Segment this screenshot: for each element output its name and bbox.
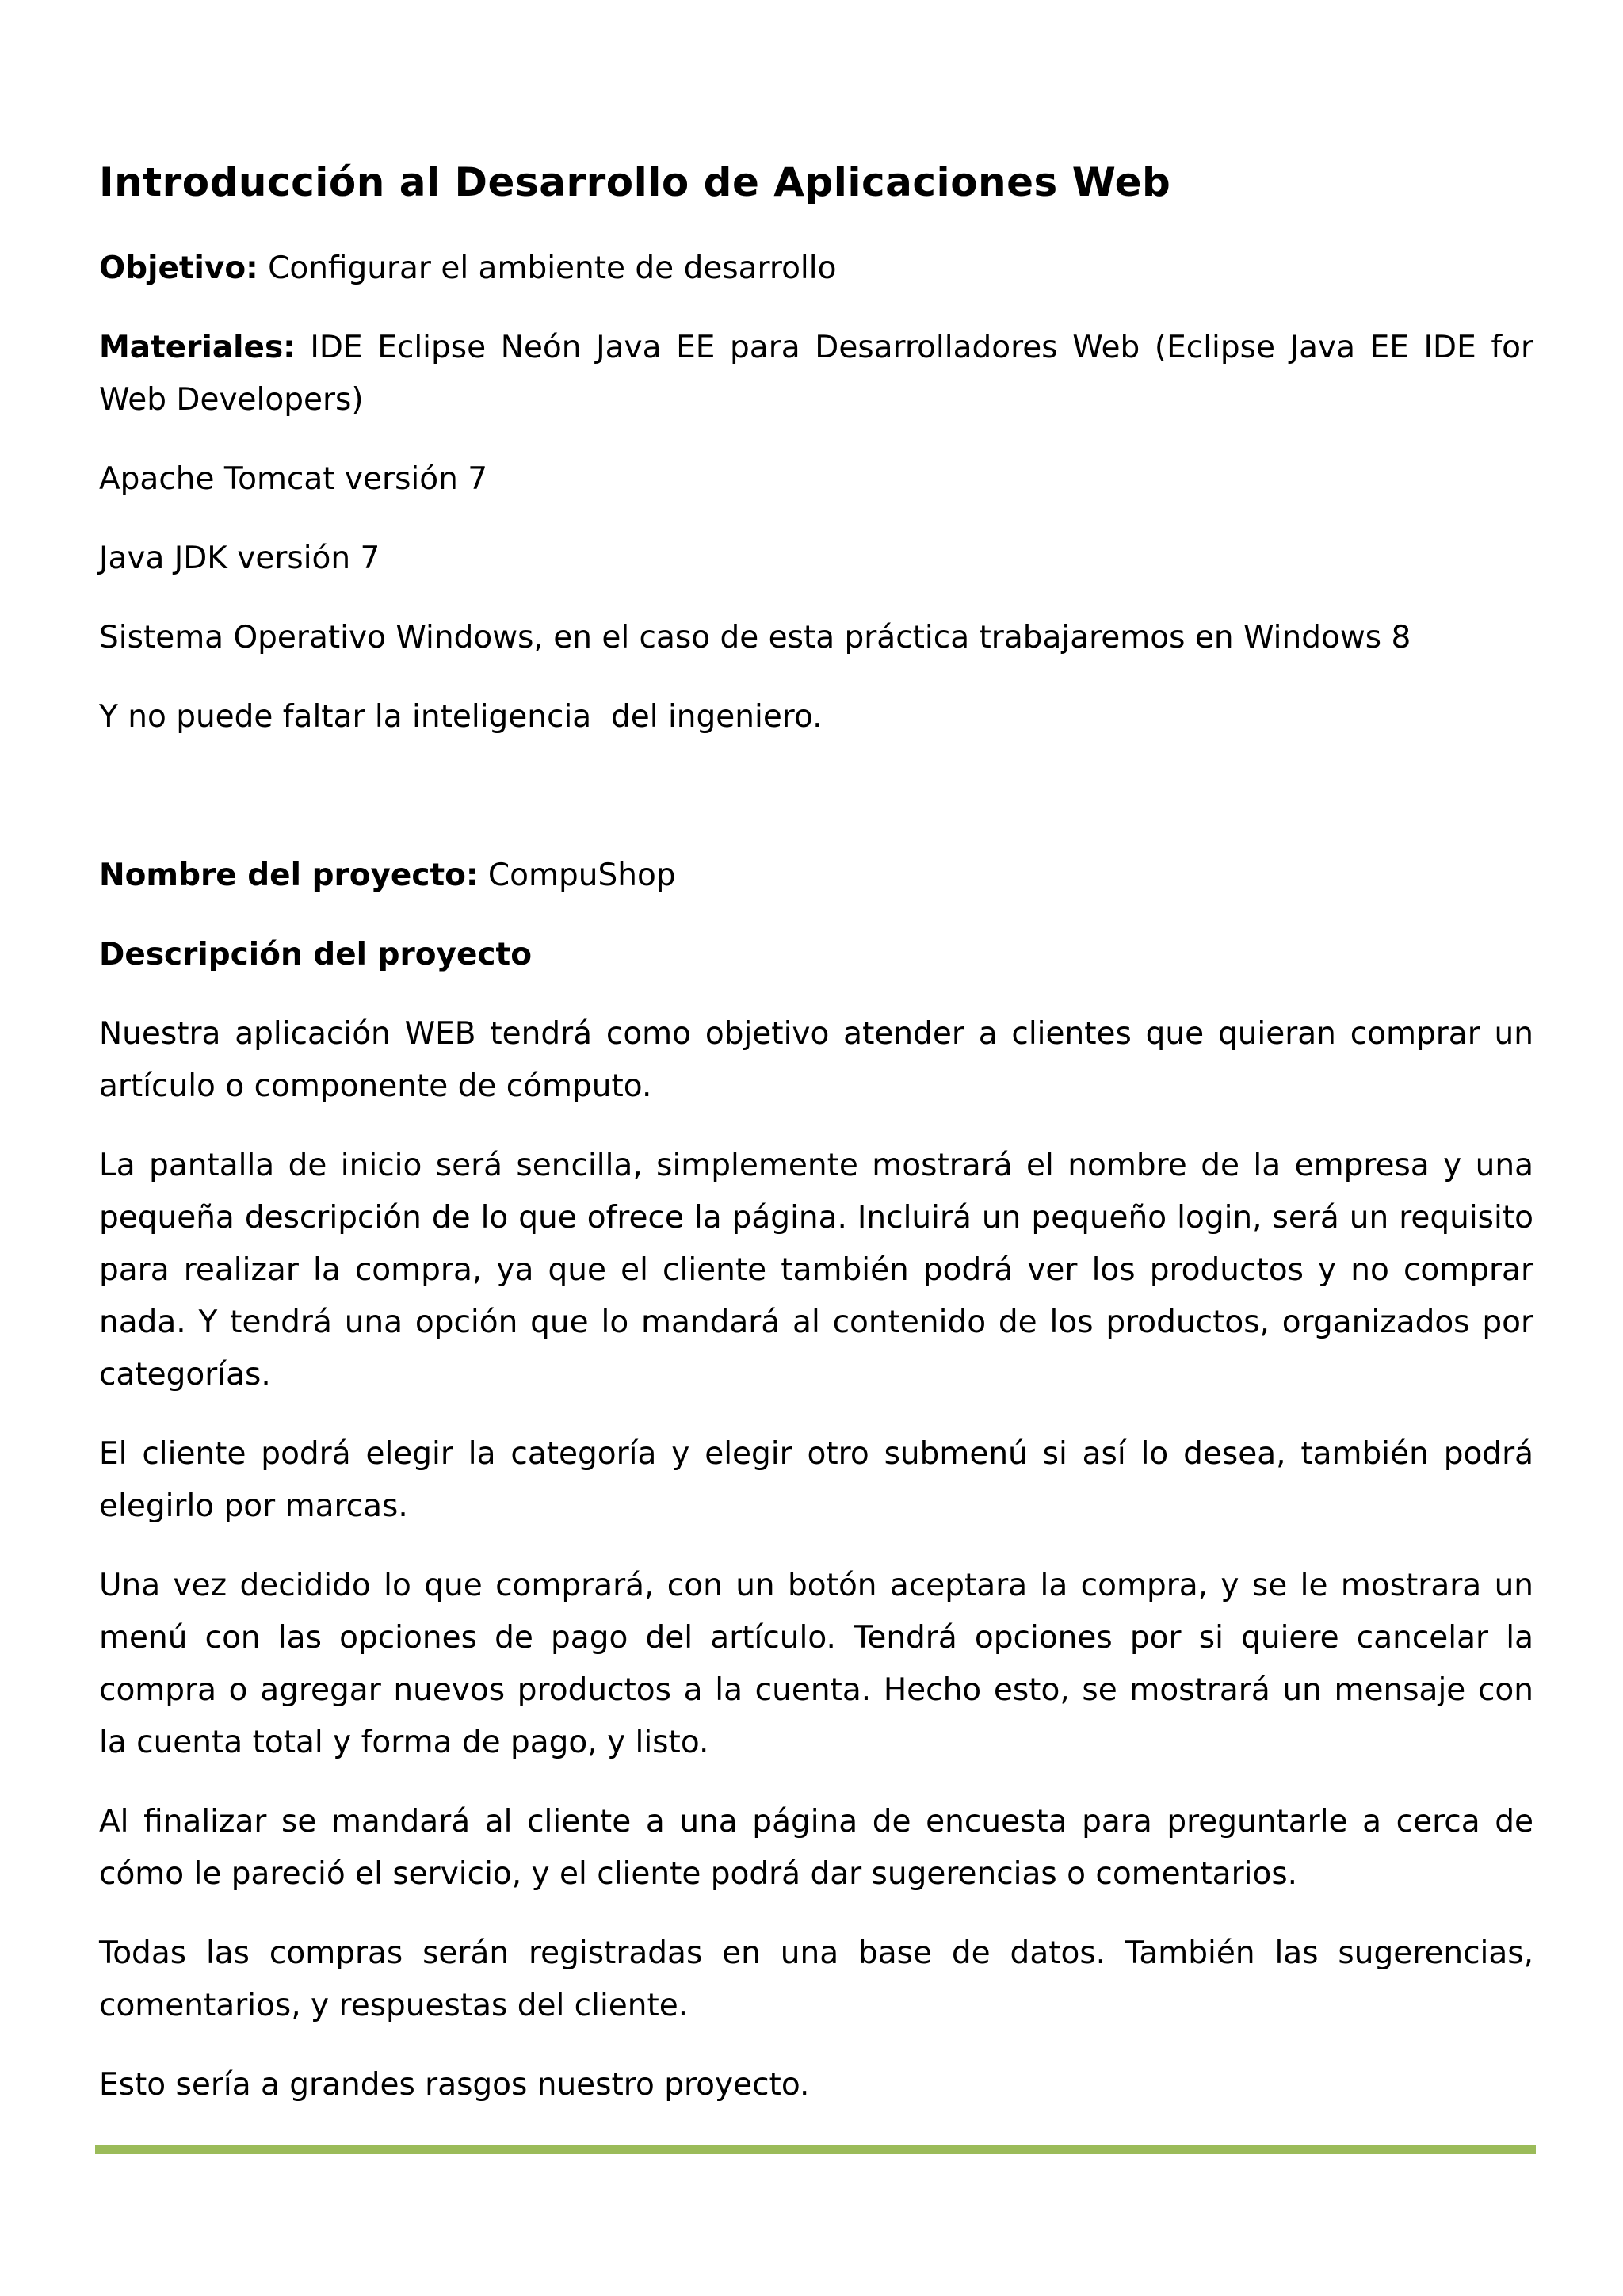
section-spacer bbox=[99, 770, 1533, 850]
document-page bbox=[99, 159, 1533, 2138]
project-name-text: CompuShop bbox=[478, 858, 676, 893]
jdk-line: Java JDK versión 7 bbox=[99, 541, 380, 576]
project-name-label: Nombre del proyecto: bbox=[99, 858, 479, 893]
description-paragraph: Todas las compras serán registradas en una base de datos. También las sugerencias, comentarios, y respuestas del cliente. bbox=[99, 1935, 1533, 2023]
page-title: Introducción al Desarrollo de Aplicaciones Web bbox=[99, 159, 1171, 205]
materiales-text: IDE Eclipse Neón Java EE para Desarrolladores Web (Eclipse Java EE IDE for Web Developers) bbox=[99, 330, 1533, 418]
footer-rule bbox=[95, 2145, 1536, 2154]
materiales-label: Materiales: bbox=[99, 330, 296, 365]
materiales-line bbox=[99, 322, 1533, 426]
objetivo-label: Objetivo: bbox=[99, 250, 258, 286]
description-paragraph: La pantalla de inicio será sencilla, simplemente mostrará el nombre de la empresa y una pequeña descripción de lo que ofrece la página. Incluirá un pequeño login, será un requisito para realizar la compra, ya que el cliente también podrá ver los productos y no comprar nada. Y tendrá una opción que lo mandará al contenido de los productos, organizados por categorías. bbox=[99, 1148, 1533, 1392]
description-paragraph: El cliente podrá elegir la categoría y elegir otro submenú si así lo desea, también podrá elegirlo por marcas. bbox=[99, 1436, 1533, 1524]
objetivo-line bbox=[99, 243, 1533, 295]
engineer-line: Y no puede faltar la inteligencia del ingeniero. bbox=[99, 699, 823, 735]
description-paragraph: Al finalizar se mandará al cliente a una página de encuesta para preguntarle a cerca de cómo le pareció el servicio, y el cliente podrá dar sugerencias o comentarios. bbox=[99, 1804, 1533, 1892]
project-name-line bbox=[99, 850, 1533, 902]
objetivo-text: Configurar el ambiente de desarrollo bbox=[258, 250, 837, 286]
description-heading: Descripción del proyecto bbox=[99, 937, 532, 972]
description-paragraph: Una vez decidido lo que comprará, con un botón aceptara la compra, y se le mostrara un menú con las opciones de pago del artículo. Tendrá opciones por si quiere cancelar la compra o agregar nuevos productos a la cuenta. Hecho esto, se mostrará un mensaje con la cuenta total y forma de pago, y listo. bbox=[99, 1568, 1533, 1760]
os-line: Sistema Operativo Windows, en el caso de esta práctica trabajaremos en Windows 8 bbox=[99, 620, 1411, 655]
description-paragraph: Esto sería a grandes rasgos nuestro proyecto. bbox=[99, 2067, 810, 2103]
description-paragraph: Nuestra aplicación WEB tendrá como objetivo atender a clientes que quieran comprar un artículo o componente de cómputo. bbox=[99, 1016, 1533, 1104]
tomcat-line: Apache Tomcat versión 7 bbox=[99, 461, 488, 497]
